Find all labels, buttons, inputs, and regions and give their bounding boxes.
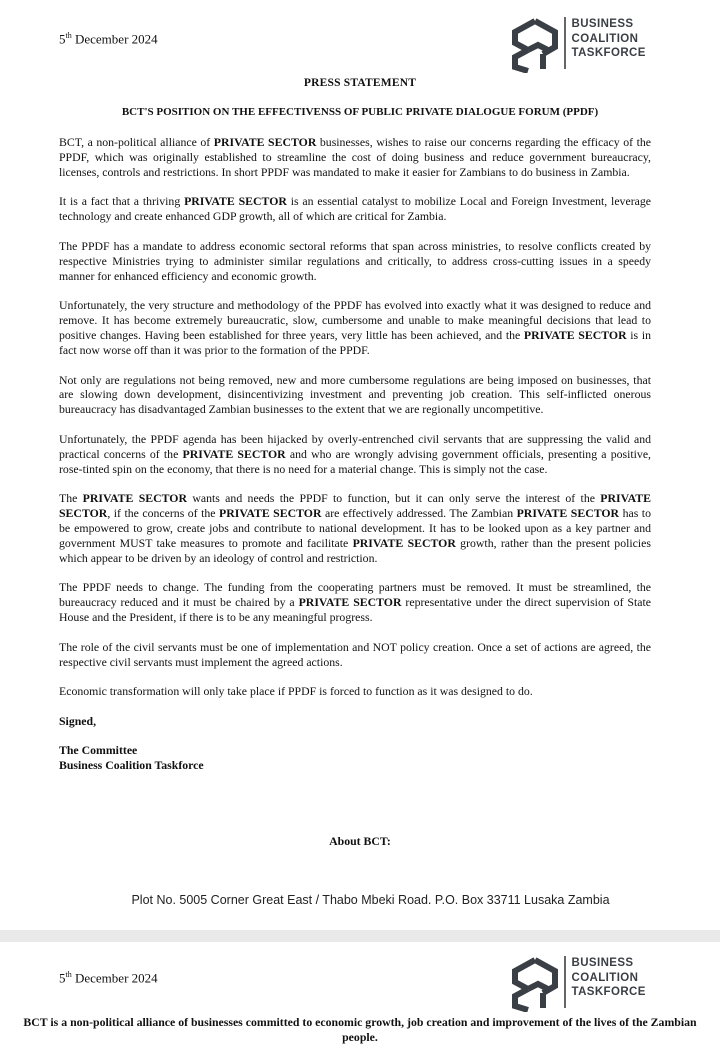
logo-line-business: BUSINESS [571,957,634,969]
emphasis-text: PRIVATE SECTOR [523,327,627,342]
address-line: Plot No. 5005 Corner Great East / Thabo Mbeki Road. P.O. Box 33711 Lusaka Zambia [131,893,610,907]
logo-line-business: BUSINESS [571,18,634,30]
emphasis-text: PRIVATE SECTOR [184,194,287,209]
paragraph-text: Not only are regulations not being removed, new and more cumbersome regulations are being imposed on businesses, that are slowing down development, disincentivizing investment and preventing job creation. This self-inflicted onerous bureaucracy has disadvantaged Zambian businesses to the extent that we are regionally uncompetitive. [59,372,651,417]
statement-date: 5th December 2024 [59,31,158,47]
emphasis-text: PRIVATE SECTOR [298,595,402,610]
emphasis-text: PRIVATE SECTOR [219,506,322,521]
logo-divider [564,17,566,69]
paragraph [59,580,651,624]
bct-logo [510,17,646,73]
paragraph-text: has to be empowered to grow, create jobs and contribute to national development. It has to be looked upon as a key partner and government MUST take measures to promote and facilitate [59,506,651,550]
paragraph [59,135,651,179]
emphasis-text: PRIVATE SECTOR [82,491,187,506]
logo-wordmark [572,17,646,61]
emphasis-text: PRIVATE SECTOR [182,446,286,461]
emphasis-text: PRIVATE SECTOR [516,506,620,521]
paragraph-text: is in fact now worse off than it was prior to the formation of the PPDF. [59,327,651,357]
emphasis-text: PRIVATE SECTOR [213,135,317,149]
paragraph-text: growth, rather than the present policies which appear to be driven by an ideology of control and restriction. [59,535,651,565]
second-page-header [0,942,720,1063]
paragraph-text: It is a fact that a thriving [59,194,185,209]
paragraph-text: Economic transformation will only take place if PPDF is forced to function as it was designed to do. [59,684,533,699]
paragraph-text: The PPDF has a mandate to address economic sectoral reforms that span across ministries, to resolve conflicts created by respective Ministries trying to administer similar regulations and critically, to address cross-cutting issues in a speedy manner for enhanced efficiency and economic growth. [59,238,651,283]
statement-subtitle: BCT'S POSITION ON THE EFFECTIVENSS OF PUBLIC PRIVATE DIALOGUE FORUM (PPDF) [121,106,599,118]
paragraph-text: businesses, wishes to raise our concerns regarding the efficacy of the PPDF, which was originally established to streamline the cost of doing business and reduce government bureaucracy, licenses, controls and restrictions. In short PPDF was mandated to make it easier for Zambians to do business in Zambia. [59,135,651,179]
paragraph [59,239,651,283]
logo-line-taskforce: TASKFORCE [571,47,646,59]
committee-name: The Committee [59,743,138,758]
page-separator [0,930,720,942]
organization-name: Business Coalition Taskforce [59,757,204,772]
press-statement-title: PRESS STATEMENT [303,77,417,89]
logo-divider [564,956,566,1008]
logo-line-coalition: COALITION [571,971,639,984]
paragraph-text: Unfortunately, the very structure and methodology of the PPDF has evolved into exactly what it was designed to reduce and remove. It has become extremely bureaucratic, slow, cumbersome and unable to make meaningful decisions that lead to positive changes. Having been established for three years, very little has been achieved, and the [59,298,651,342]
paragraph [59,491,651,565]
paragraph-text: is an essential catalyst to mobilize Local and Foreign Investment, leverage technology and create enhanced GDP growth, all of which are critical for Zambia. [59,194,651,224]
logo-line-taskforce: TASKFORCE [571,986,646,998]
bct-logo-2 [510,956,646,1012]
signature-block [59,743,651,773]
paragraph-text: Unfortunately, the PPDF agenda has been hijacked by overly-entrenched civil servants that are suppressing the valid and practical concerns of the [59,431,651,461]
signed-label: Signed, [59,714,97,729]
bct-logo-icon [510,17,560,73]
paragraph-text: and who are wrongly advising government officials, presenting a positive, rose-tinted spin on the economy, that there is no need for a material change. This is simply not the case. [59,446,652,476]
statement-body [59,135,651,773]
paragraph-text: representative under the direct supervision of State House and the President, if there is to be any meaningful progress. [59,595,651,624]
paragraph-text: are effectively addressed. The Zambian [321,506,517,521]
paragraph [59,640,651,670]
paragraph-text: The role of the civil servants must be one of implementation and NOT policy creation. Once a set of actions are agreed, the respective civil servants must implement the agreed actions. [59,639,651,669]
paragraph-text: wants and needs the PPDF to function, but it can only serve the interest of the [187,491,601,506]
paragraph-text: The PPDF needs to change. The funding from the cooperating partners must be removed. It must be streamlined, the bureaucracy reduced and it must be chaired by a [59,580,651,610]
paragraph [59,373,651,417]
bct-logo-icon [510,956,560,1012]
emphasis-text: PRIVATE SECTOR [352,535,456,550]
emphasis-text: PRIVATE SECTOR [59,491,651,521]
paragraph [59,194,651,224]
paragraph [59,432,651,476]
paragraph-text: , if the concerns of the [107,506,219,521]
bct-description: BCT is a non-political alliance of businesses committed to economic growth, job creation and improvement of the lives of the Zambian people. [23,1015,697,1044]
logo-wordmark [572,956,646,1000]
statement-date-2: 5th December 2024 [59,970,158,986]
paragraph [59,684,651,699]
logo-line-coalition: COALITION [571,32,639,45]
paragraph [59,298,651,357]
paragraph-text: The [59,491,83,506]
paragraph-text: BCT, a non-political alliance of [59,135,214,149]
about-heading: About BCT: [329,834,391,848]
